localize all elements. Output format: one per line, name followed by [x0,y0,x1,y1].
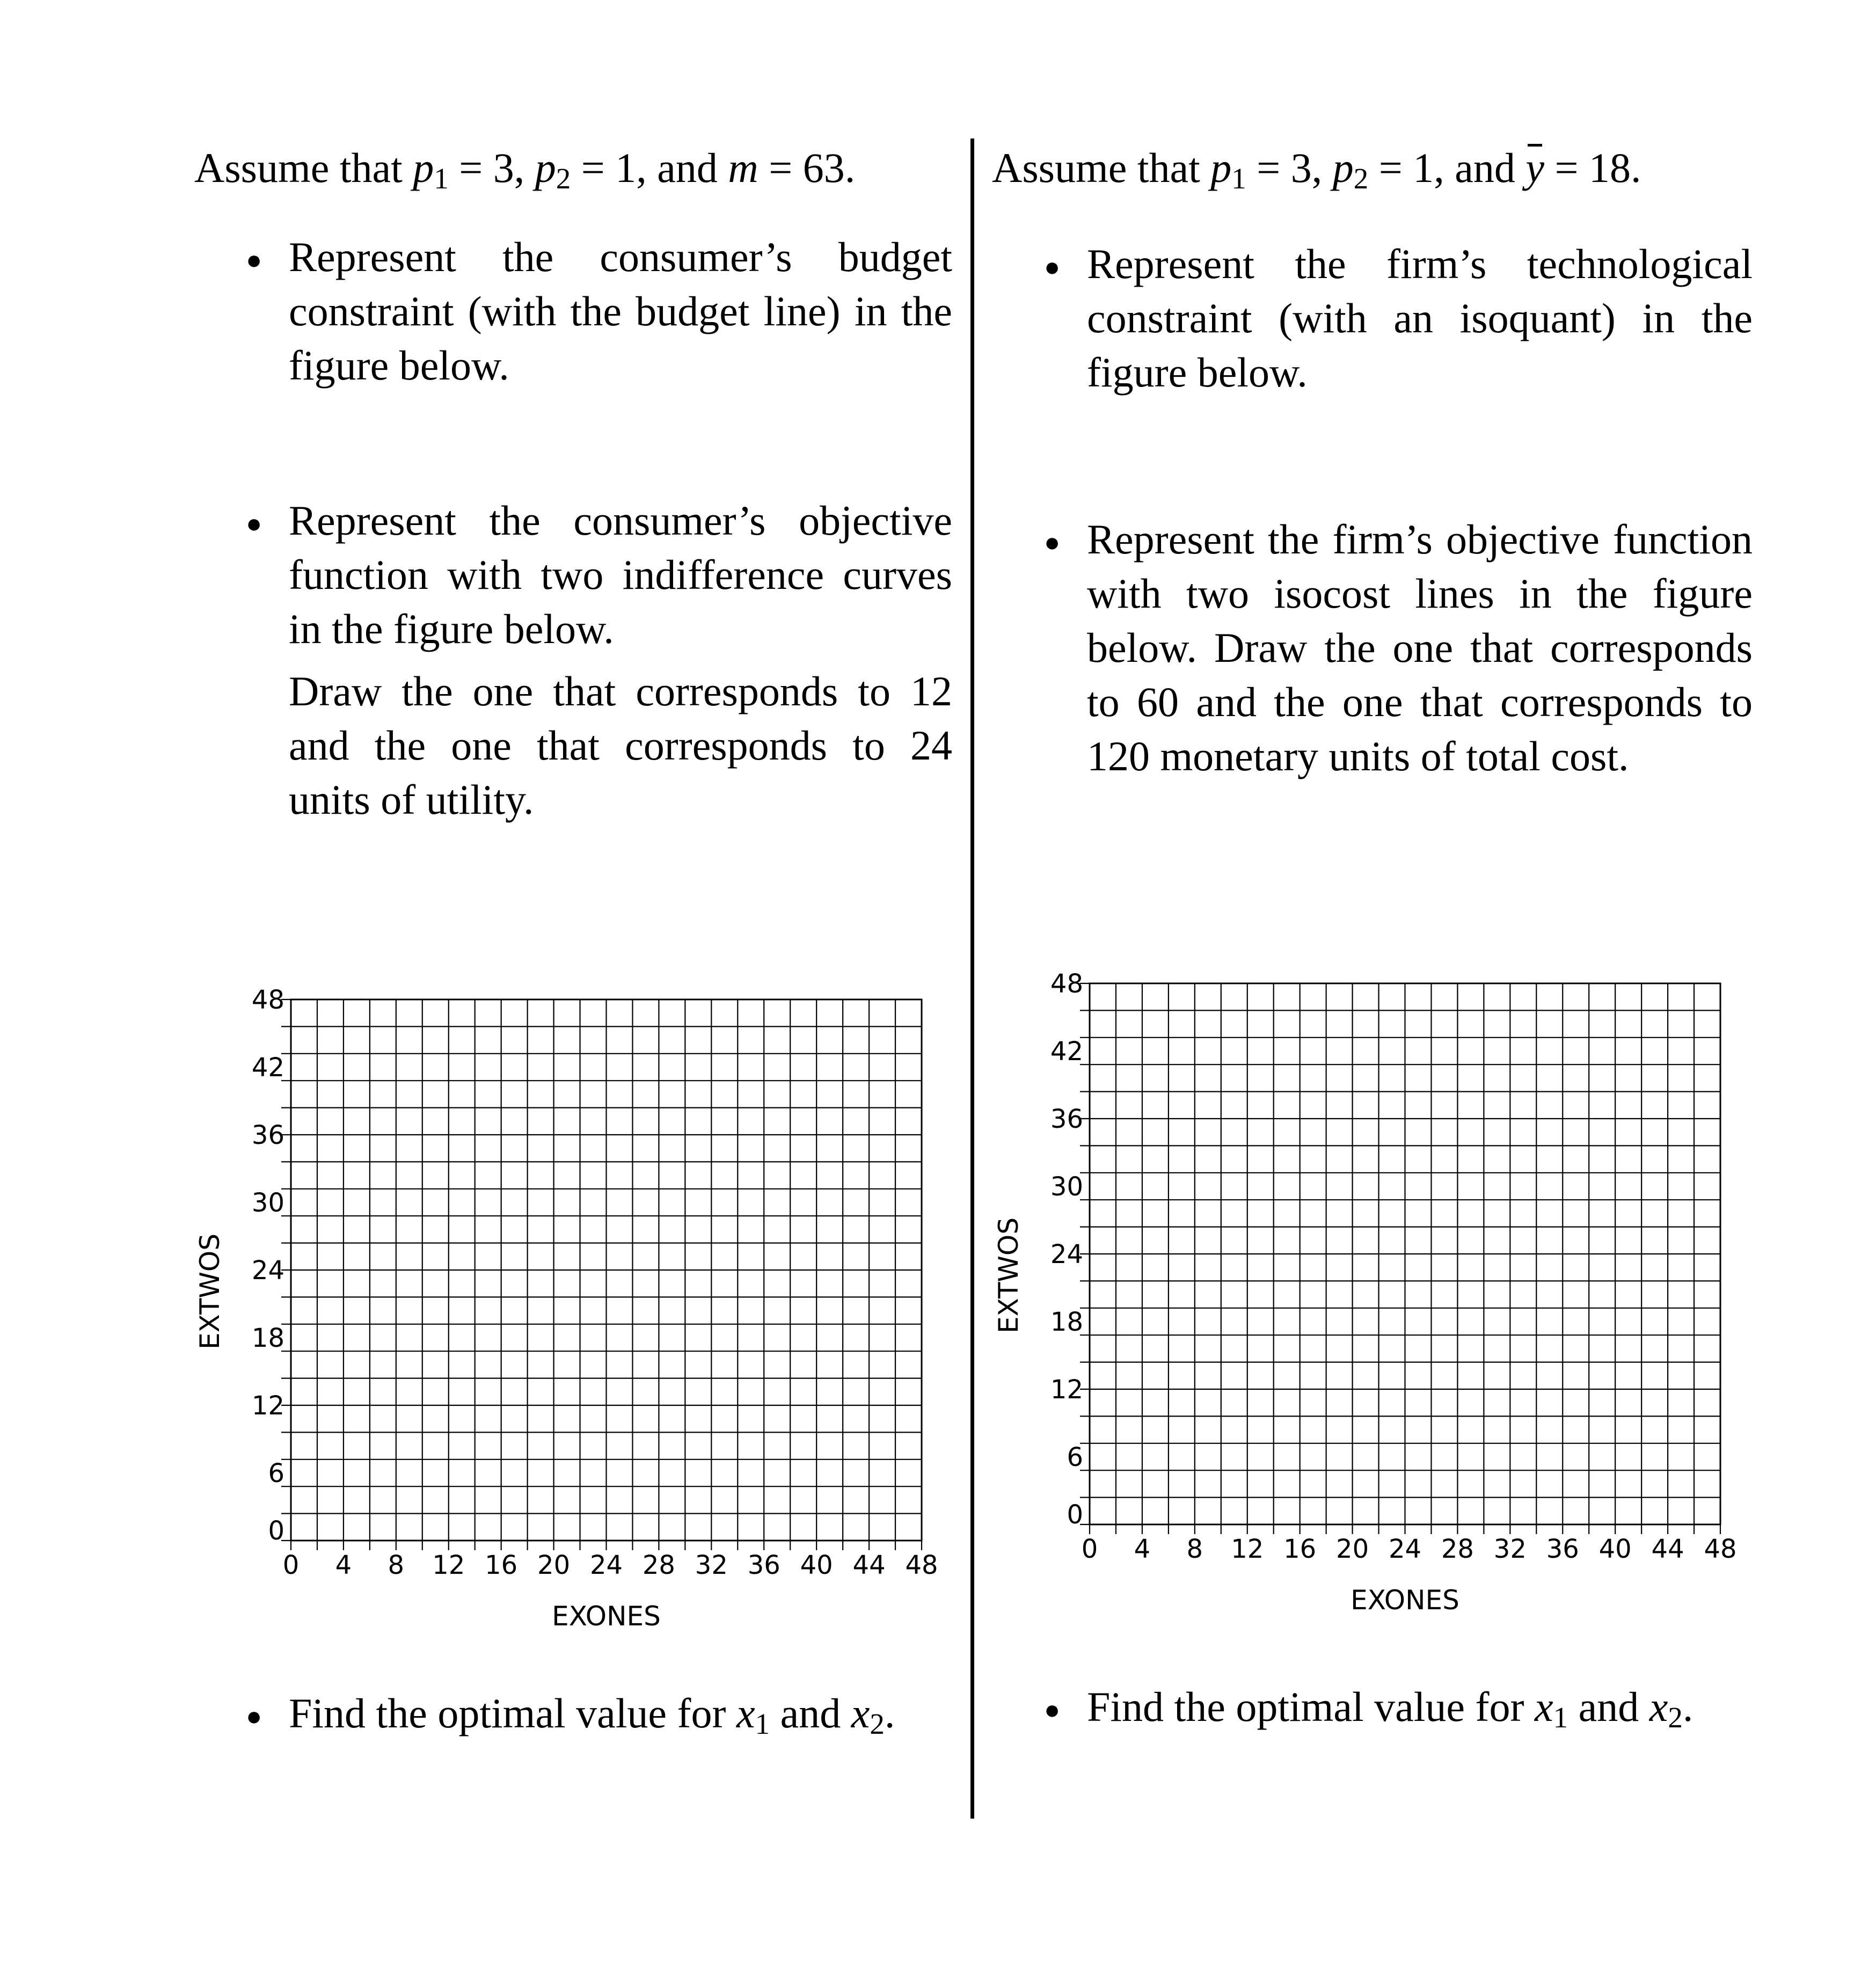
left-p2-var: p [535,144,556,191]
x-tick-label-28: 28 [642,1550,675,1580]
left-find-dot: ● [246,1701,262,1731]
x-tick-label-0: 0 [1081,1534,1098,1564]
right-header [992,141,1808,206]
y-tick-label-18: 18 [251,1323,284,1353]
y-tick-label-36: 36 [1050,1104,1083,1134]
x-tick-label-40: 40 [800,1550,833,1580]
left-bullet-2-dot: ● [246,508,262,538]
left-p1-eq: = [448,144,493,191]
column-divider [970,138,974,1819]
x-tick-label-12: 12 [1231,1534,1264,1564]
x-tick-label-32: 32 [1493,1534,1527,1564]
left-bullet-1-dot: ● [246,245,262,275]
y-tick-label-30: 30 [251,1188,284,1218]
x-tick-label-24: 24 [1388,1534,1422,1564]
right-bullet-1-dot: ● [1044,252,1061,282]
right-ybar-var: y [1525,141,1544,195]
left-period: . [844,144,856,191]
right-p1-eq: = [1246,144,1291,191]
right-b2-part2: and the one that corresponds to [1179,678,1753,725]
right-and: , and [1434,144,1526,191]
left-b2-part3: units of utility. [289,776,534,823]
right-b2-part1: Represent the firm’s objective function with two isocost lines in the figure below. Draw the one that corresponds to [1087,516,1753,725]
right-find-dot: ● [1044,1695,1061,1725]
right-p2-var: p [1332,144,1354,191]
left-m-var: m [728,144,758,191]
right-p1-val: 3 [1290,144,1312,191]
y-tick-label-6: 6 [268,1458,284,1488]
left-find-and: and [770,1690,851,1736]
x-tick-label-8: 8 [388,1550,405,1580]
left-p2-sub: 2 [556,162,571,195]
left-b2-part1: Draw the one that corresponds to [289,668,910,714]
right-period: . [1631,144,1641,191]
x-tick-label-48: 48 [905,1550,938,1580]
right-p1-var: p [1210,144,1232,191]
y-tick-label-48: 48 [1050,969,1083,999]
y-axis-label: EXTWOS [194,1233,225,1350]
x-tick-label-20: 20 [537,1550,571,1580]
y-tick-label-12: 12 [251,1391,284,1421]
y-tick-label-12: 12 [1050,1375,1083,1405]
right-find-end: . [1682,1683,1693,1730]
right-bullet-1: Represent the firm’s technological constraint (with an isoquant) in the figure below. [1087,240,1753,396]
y-tick-label-48: 48 [251,985,284,1015]
left-m-val: 63 [802,144,845,191]
y-tick-label-24: 24 [251,1256,284,1286]
right-find-text: Find the optimal value for [1087,1683,1535,1730]
left-b2-val2: 24 [910,722,952,769]
x-tick-label-36: 36 [1546,1534,1579,1564]
x-axis-label: EXONES [1351,1585,1459,1616]
left-bullet-2-cont [289,664,952,827]
right-comma: , [1311,144,1333,191]
right-find-x1-sub: 1 [1553,1701,1568,1734]
right-find-and: and [1568,1683,1649,1730]
right-find-x2: x [1649,1683,1668,1730]
x-tick-label-44: 44 [852,1550,886,1580]
right-p2-sub: 2 [1353,162,1369,195]
left-b2-part2: and the one that corresponds to [289,722,910,769]
left-chart [193,977,945,1648]
right-find-x2-sub: 2 [1668,1701,1683,1734]
y-tick-label-30: 30 [1050,1172,1083,1202]
right-find-x1: x [1535,1683,1553,1730]
right-bullet-2-dot: ● [1044,527,1061,557]
x-tick-label-40: 40 [1598,1534,1632,1564]
x-tick-label-44: 44 [1651,1534,1684,1564]
right-p2-val: 1 [1413,144,1434,191]
x-tick-label-36: 36 [747,1550,780,1580]
left-find-x1-sub: 1 [755,1707,770,1740]
x-tick-label-0: 0 [282,1550,300,1580]
left-find-x2-sub: 2 [870,1707,885,1740]
y-tick-label-0: 0 [268,1516,284,1546]
left-find-end: . [884,1690,895,1736]
x-tick-label-8: 8 [1186,1534,1203,1564]
x-tick-label-4: 4 [1134,1534,1151,1564]
x-tick-label-32: 32 [695,1550,728,1580]
right-b2-part3: monetary units of total cost. [1150,733,1629,779]
left-header [194,141,951,206]
x-tick-label-4: 4 [335,1550,352,1580]
left-bullet-2: Represent the consumer’s objective function with two indifference curves in the figure below. [289,497,952,652]
left-header-prefix: Assume that [194,144,413,191]
left-p1-val: 3 [493,144,514,191]
right-bullet-2 [1087,512,1753,783]
x-tick-label-24: 24 [589,1550,623,1580]
y-tick-label-0: 0 [1067,1500,1083,1530]
x-tick-label-20: 20 [1336,1534,1369,1564]
left-find-x1: x [736,1690,755,1736]
left-comma: , [514,144,535,191]
right-p1-sub: 1 [1231,162,1246,195]
left-find-x2: x [851,1690,870,1736]
y-tick-label-18: 18 [1050,1307,1083,1337]
y-tick-label-24: 24 [1050,1239,1083,1269]
right-b2-val2: 120 [1087,733,1150,779]
left-find-text: Find the optimal value for [289,1690,737,1736]
right-p2-eq: = [1368,144,1413,191]
right-find [1087,1680,1693,1745]
right-header-prefix: Assume that [992,144,1211,191]
left-p2-val: 1 [615,144,637,191]
left-b2-val1: 12 [910,668,952,714]
x-tick-label-28: 28 [1441,1534,1474,1564]
right-b2-val1: 60 [1137,678,1179,725]
right-y-eq: = [1544,144,1589,191]
y-tick-label-42: 42 [1050,1037,1083,1067]
left-p1-var: p [413,144,434,191]
x-tick-label-12: 12 [432,1550,465,1580]
x-tick-label-16: 16 [485,1550,518,1580]
left-p1-sub: 1 [434,162,449,195]
left-and: , and [636,144,728,191]
y-tick-label-6: 6 [1067,1442,1083,1472]
y-axis-label: EXTWOS [993,1217,1024,1334]
left-p2-eq: = [571,144,616,191]
left-m-eq: = [758,144,803,191]
x-tick-label-16: 16 [1283,1534,1317,1564]
left-bullet-1: Represent the consumer’s budget constraint (with the budget line) in the figure below. [289,233,952,389]
y-tick-label-36: 36 [251,1120,284,1150]
y-tick-label-42: 42 [251,1053,284,1083]
right-y-val: 18 [1589,144,1631,191]
x-tick-label-48: 48 [1704,1534,1737,1564]
right-chart [992,961,1743,1632]
x-axis-label: EXONES [552,1601,661,1632]
left-find [289,1686,895,1751]
